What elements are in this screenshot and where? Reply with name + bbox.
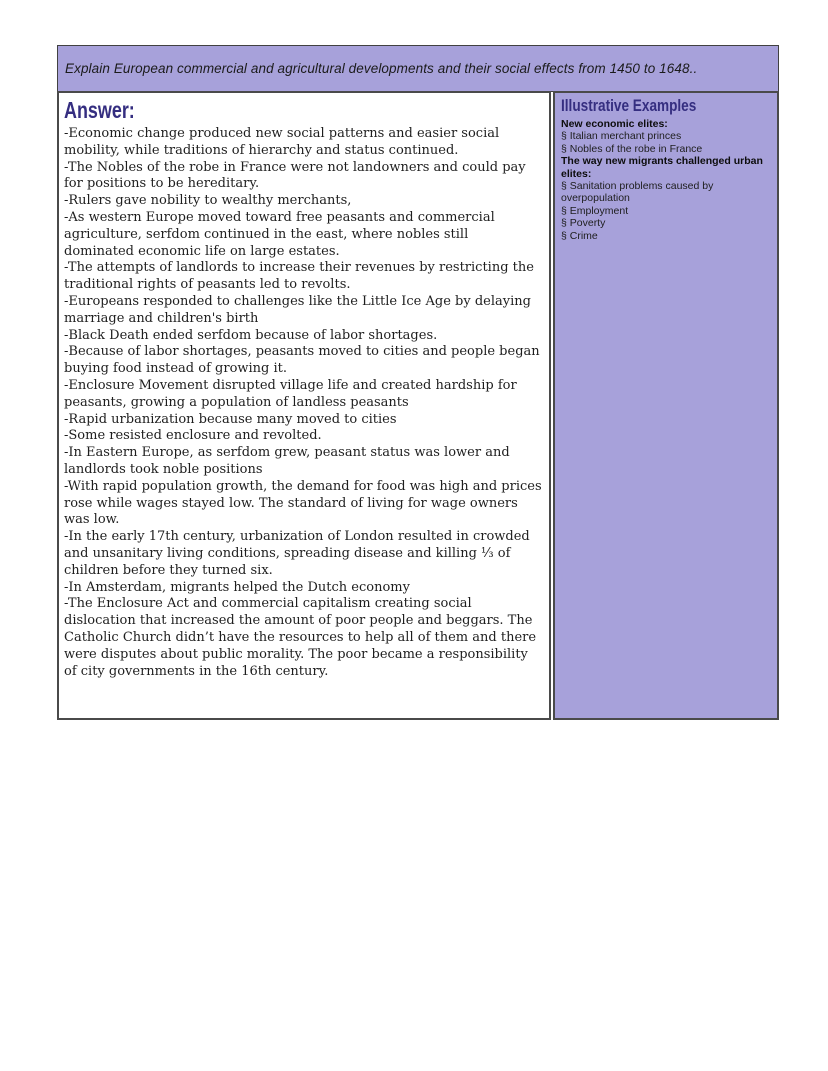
answer-heading-text: Answer: [64,97,135,123]
answer-bullet: -In Amsterdam, migrants helped the Dutch economy [64,579,410,595]
answer-bullet: -Because of labor shortages, peasants moved to cities and people began buying food instead of growing it. [64,344,540,377]
sidebar-section-item: § Crime [561,229,598,242]
question-text: Explain European commercial and agricultural developments and their social effects from 1450 to 1648.. [65,61,698,76]
sidebar-section-item: § Nobles of the robe in France [561,142,703,155]
answer-bullet: -The attempts of landlords to increase their revenues by restricting the traditional rights of peasants led to revolts. [64,260,534,293]
answer-bullet: -Rapid urbanization because many moved to cities [64,411,397,427]
answer-bullet: -With rapid population growth, the demand for food was high and prices rose while wages stayed low. The standard of living for wage owners was low. [64,478,542,528]
answer-heading [64,98,542,124]
sidebar-section-item: § Poverty [561,217,606,230]
sidebar-section-item: § Italian merchant princes [561,130,682,143]
answer-bullet: -Black Death ended serfdom because of labor shortages. [64,327,438,343]
answer-bullet: -Rulers gave nobility to wealthy merchants, [64,193,352,209]
question-bar [57,45,779,92]
answer-panel [57,91,551,720]
answer-bullet: -Some resisted enclosure and revolted. [64,428,322,444]
answer-bullet-list [64,126,542,680]
answer-bullet: -Enclosure Movement disrupted village life and created hardship for peasants, growing a population of landless peasants [64,377,517,410]
answer-bullet: -In Eastern Europe, as serfdom grew, peasant status was lower and landlords took noble positions [64,445,510,477]
sidebar-heading [561,97,771,116]
sidebar-section-label: The way new migrants challenged urban elites: [561,155,763,180]
answer-bullet: -As western Europe moved toward free peasants and commercial agriculture, serfdom continued in the east, where nobles still dominated economic life on large estates. [64,209,495,259]
sidebar-heading-text: Illustrative Examples [561,96,697,115]
answer-bullet: -The Nobles of the robe in France were not landowners and could pay for positions to be hereditary. [64,159,526,192]
sidebar-section-item: § Employment [561,204,629,217]
sidebar-section-item: § Sanitation problems caused by overpopulation [561,180,714,205]
answer-bullet: -Europeans responded to challenges like the Little Ice Age by delaying marriage and children's birth [64,293,531,326]
answer-bullet: -In the early 17th century, urbanization of London resulted in crowded and unsanitary living conditions, spreading disease and killing ⅓ of children before they turned six. [64,529,530,578]
sidebar-section-label: New economic elites: [561,118,668,130]
sidebar-sections [561,118,771,242]
illustrative-examples-panel [553,91,779,720]
answer-bullet: -Economic change produced new social patterns and easier social mobility, while traditions of hierarchy and status continued. [64,126,500,158]
answer-bullet: -The Enclosure Act and commercial capitalism creating social dislocation that increased the amount of poor people and beggars. The Catholic Church didn’t have the resources to help all of them and there were disputes about public morality. The poor became a responsibility of city governments in the 16th century. [64,596,537,679]
